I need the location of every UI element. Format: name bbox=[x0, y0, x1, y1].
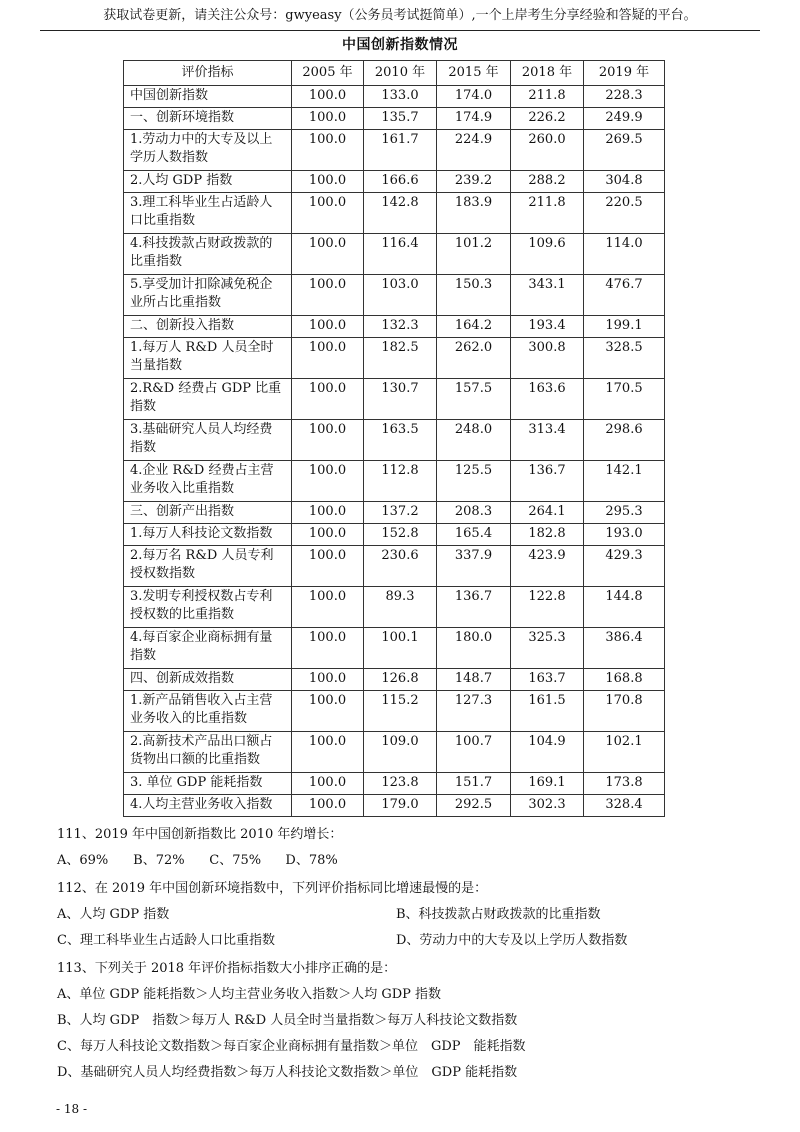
indicator-name: 2.人均 GDP 指数 bbox=[124, 171, 292, 193]
index-value: 166.6 bbox=[364, 171, 437, 193]
column-header: 2019 年 bbox=[584, 61, 665, 86]
table-row bbox=[124, 524, 665, 546]
index-value: 100.0 bbox=[292, 502, 364, 524]
index-value: 104.9 bbox=[511, 732, 584, 773]
index-value: 249.9 bbox=[584, 108, 665, 130]
index-value: 295.3 bbox=[584, 502, 665, 524]
table-row bbox=[124, 628, 665, 669]
table-row bbox=[124, 86, 665, 108]
question-111-options bbox=[57, 849, 357, 868]
index-value: 157.5 bbox=[437, 379, 511, 420]
index-value: 100.7 bbox=[437, 732, 511, 773]
option-c[interactable]: C、每万人科技论文数指数＞每百家企业商标拥有量指数＞单位 GDP 能耗指数 bbox=[57, 1039, 526, 1054]
indicator-name: 一、创新环境指数 bbox=[124, 108, 292, 130]
column-header: 评价指标 bbox=[124, 61, 292, 86]
question-113-stem: 113、下列关于 2018 年评价指标指数大小排序正确的是： bbox=[57, 961, 397, 976]
index-value: 122.8 bbox=[511, 587, 584, 628]
index-value: 136.7 bbox=[437, 587, 511, 628]
column-header: 2018 年 bbox=[511, 61, 584, 86]
index-value: 230.6 bbox=[364, 546, 437, 587]
table-row bbox=[124, 338, 665, 379]
indicator-name: 1.新产品销售收入占主营业务收入的比重指数 bbox=[124, 691, 292, 732]
index-value: 260.0 bbox=[511, 130, 584, 171]
option-b[interactable]: B、72% bbox=[133, 853, 185, 868]
index-value: 114.0 bbox=[584, 234, 665, 275]
index-value: 100.0 bbox=[292, 193, 364, 234]
index-value: 100.1 bbox=[364, 628, 437, 669]
table-row bbox=[124, 669, 665, 691]
index-value: 163.7 bbox=[511, 669, 584, 691]
index-value: 302.3 bbox=[511, 795, 584, 817]
index-value: 423.9 bbox=[511, 546, 584, 587]
index-value: 100.0 bbox=[292, 732, 364, 773]
indicator-name: 三、创新产出指数 bbox=[124, 502, 292, 524]
indicator-name: 5.享受加计扣除减免税企业所占比重指数 bbox=[124, 275, 292, 316]
index-value: 180.0 bbox=[437, 628, 511, 669]
index-value: 182.8 bbox=[511, 524, 584, 546]
index-value: 328.5 bbox=[584, 338, 665, 379]
table-title: 中国创新指数情况 bbox=[342, 37, 458, 53]
index-value: 100.0 bbox=[292, 171, 364, 193]
index-value: 173.8 bbox=[584, 773, 665, 795]
indicator-name: 3.发明专利授权数占专利授权数的比重指数 bbox=[124, 587, 292, 628]
index-value: 100.0 bbox=[292, 130, 364, 171]
index-value: 429.3 bbox=[584, 546, 665, 587]
table-body bbox=[124, 86, 665, 817]
index-value: 269.5 bbox=[584, 130, 665, 171]
index-value: 193.0 bbox=[584, 524, 665, 546]
index-value: 300.8 bbox=[511, 338, 584, 379]
index-value: 136.7 bbox=[511, 461, 584, 502]
indicator-name: 4.人均主营业务收入指数 bbox=[124, 795, 292, 817]
indicator-name: 二、创新投入指数 bbox=[124, 316, 292, 338]
option-a[interactable]: A、单位 GDP 能耗指数＞人均主营业务收入指数＞人均 GDP 指数 bbox=[57, 987, 442, 1002]
index-value: 298.6 bbox=[584, 420, 665, 461]
table-row bbox=[124, 420, 665, 461]
index-value: 220.5 bbox=[584, 193, 665, 234]
index-value: 476.7 bbox=[584, 275, 665, 316]
index-value: 325.3 bbox=[511, 628, 584, 669]
index-value: 100.0 bbox=[292, 669, 364, 691]
indicator-name: 2.高新技术产品出口额占货物出口额的比重指数 bbox=[124, 732, 292, 773]
table-row bbox=[124, 773, 665, 795]
question-112-stem: 112、在 2019 年中国创新环境指数中，下列评价指标同比增速最慢的是： bbox=[57, 881, 488, 896]
index-value: 169.1 bbox=[511, 773, 584, 795]
indicator-name: 3. 单位 GDP 能耗指数 bbox=[124, 773, 292, 795]
index-value: 182.5 bbox=[364, 338, 437, 379]
table-row bbox=[124, 234, 665, 275]
indicator-name: 4.企业 R&D 经费占主营业务收入比重指数 bbox=[124, 461, 292, 502]
option-a[interactable]: A、69% bbox=[57, 853, 109, 868]
index-value: 168.8 bbox=[584, 669, 665, 691]
column-header: 2010 年 bbox=[364, 61, 437, 86]
table-row bbox=[124, 546, 665, 587]
table-row bbox=[124, 795, 665, 817]
index-value: 174.9 bbox=[437, 108, 511, 130]
index-value: 163.5 bbox=[364, 420, 437, 461]
option-c[interactable]: C、理工科毕业生占适龄人口比重指数 bbox=[57, 933, 275, 948]
index-value: 150.3 bbox=[437, 275, 511, 316]
option-d[interactable]: D、劳动力中的大专及以上学历人数指数 bbox=[396, 933, 628, 948]
index-value: 304.8 bbox=[584, 171, 665, 193]
index-value: 100.0 bbox=[292, 316, 364, 338]
option-a[interactable]: A、人均 GDP 指数 bbox=[57, 907, 170, 922]
indicator-name: 2.每万名 R&D 人员专利授权数指数 bbox=[124, 546, 292, 587]
index-value: 100.0 bbox=[292, 691, 364, 732]
table-row bbox=[124, 171, 665, 193]
column-header: 2015 年 bbox=[437, 61, 511, 86]
index-value: 116.4 bbox=[364, 234, 437, 275]
index-value: 151.7 bbox=[437, 773, 511, 795]
index-value: 208.3 bbox=[437, 502, 511, 524]
page-number: - 18 - bbox=[56, 1102, 88, 1116]
index-value: 163.6 bbox=[511, 379, 584, 420]
table-row bbox=[124, 691, 665, 732]
index-value: 328.4 bbox=[584, 795, 665, 817]
table-row bbox=[124, 130, 665, 171]
index-value: 130.7 bbox=[364, 379, 437, 420]
index-value: 100.0 bbox=[292, 379, 364, 420]
table-row bbox=[124, 732, 665, 773]
indicator-name: 1.每万人科技论文数指数 bbox=[124, 524, 292, 546]
indicator-name: 3.理工科毕业生占适龄人口比重指数 bbox=[124, 193, 292, 234]
index-value: 135.7 bbox=[364, 108, 437, 130]
column-header: 2005 年 bbox=[292, 61, 364, 86]
index-value: 137.2 bbox=[364, 502, 437, 524]
index-value: 100.0 bbox=[292, 773, 364, 795]
index-value: 100.0 bbox=[292, 795, 364, 817]
index-value: 239.2 bbox=[437, 171, 511, 193]
table-row bbox=[124, 193, 665, 234]
table-row bbox=[124, 275, 665, 316]
index-value: 211.8 bbox=[511, 86, 584, 108]
index-value: 343.1 bbox=[511, 275, 584, 316]
innovation-index-table bbox=[123, 60, 665, 817]
index-value: 183.9 bbox=[437, 193, 511, 234]
index-value: 103.0 bbox=[364, 275, 437, 316]
index-value: 165.4 bbox=[437, 524, 511, 546]
index-value: 288.2 bbox=[511, 171, 584, 193]
index-value: 100.0 bbox=[292, 461, 364, 502]
option-b[interactable]: B、人均 GDP 指数＞每万人 R&D 人员全时当量指数＞每万人科技论文数指数 bbox=[57, 1013, 518, 1028]
table-row bbox=[124, 502, 665, 524]
table-header-row bbox=[124, 61, 665, 86]
page-header: 获取试卷更新，请关注公众号：gwyeasy（公务员考试挺简单）,一个上岸考生分享经验和答疑的平台。 bbox=[40, 6, 760, 31]
index-value: 109.6 bbox=[511, 234, 584, 275]
indicator-name: 四、创新成效指数 bbox=[124, 669, 292, 691]
index-value: 179.0 bbox=[364, 795, 437, 817]
index-value: 164.2 bbox=[437, 316, 511, 338]
table-row bbox=[124, 379, 665, 420]
index-value: 161.7 bbox=[364, 130, 437, 171]
index-value: 127.3 bbox=[437, 691, 511, 732]
index-value: 115.2 bbox=[364, 691, 437, 732]
index-value: 211.8 bbox=[511, 193, 584, 234]
index-value: 132.3 bbox=[364, 316, 437, 338]
index-value: 199.1 bbox=[584, 316, 665, 338]
table-row bbox=[124, 587, 665, 628]
index-value: 226.2 bbox=[511, 108, 584, 130]
index-value: 292.5 bbox=[437, 795, 511, 817]
index-value: 264.1 bbox=[511, 502, 584, 524]
index-value: 262.0 bbox=[437, 338, 511, 379]
indicator-name: 2.R&D 经费占 GDP 比重指数 bbox=[124, 379, 292, 420]
indicator-name: 1.每万人 R&D 人员全时当量指数 bbox=[124, 338, 292, 379]
option-c[interactable]: C、75% bbox=[209, 853, 262, 868]
index-value: 109.0 bbox=[364, 732, 437, 773]
index-value: 337.9 bbox=[437, 546, 511, 587]
index-value: 152.8 bbox=[364, 524, 437, 546]
index-value: 100.0 bbox=[292, 524, 364, 546]
index-value: 100.0 bbox=[292, 628, 364, 669]
indicator-name: 3.基础研究人员人均经费指数 bbox=[124, 420, 292, 461]
index-value: 100.0 bbox=[292, 338, 364, 379]
index-value: 133.0 bbox=[364, 86, 437, 108]
index-value: 101.2 bbox=[437, 234, 511, 275]
option-d[interactable]: D、78% bbox=[285, 853, 338, 868]
index-value: 89.3 bbox=[364, 587, 437, 628]
index-value: 224.9 bbox=[437, 130, 511, 171]
option-d[interactable]: D、基础研究人员人均经费指数＞每万人科技论文数指数＞单位 GDP 能耗指数 bbox=[57, 1065, 518, 1080]
index-value: 170.5 bbox=[584, 379, 665, 420]
index-value: 174.0 bbox=[437, 86, 511, 108]
indicator-name: 中国创新指数 bbox=[124, 86, 292, 108]
option-b[interactable]: B、科技拨款占财政拨款的比重指数 bbox=[396, 907, 601, 922]
question-111-stem: 111、2019 年中国创新指数比 2010 年约增长： bbox=[57, 827, 343, 842]
indicator-name: 4.每百家企业商标拥有量指数 bbox=[124, 628, 292, 669]
index-value: 386.4 bbox=[584, 628, 665, 669]
index-value: 248.0 bbox=[437, 420, 511, 461]
index-value: 142.1 bbox=[584, 461, 665, 502]
table-row bbox=[124, 461, 665, 502]
indicator-name: 1.劳动力中的大专及以上学历人数指数 bbox=[124, 130, 292, 171]
index-value: 144.8 bbox=[584, 587, 665, 628]
index-value: 125.5 bbox=[437, 461, 511, 502]
index-value: 100.0 bbox=[292, 420, 364, 461]
index-value: 193.4 bbox=[511, 316, 584, 338]
index-value: 313.4 bbox=[511, 420, 584, 461]
index-value: 170.8 bbox=[584, 691, 665, 732]
table-row bbox=[124, 316, 665, 338]
index-value: 100.0 bbox=[292, 234, 364, 275]
index-value: 100.0 bbox=[292, 108, 364, 130]
index-value: 126.8 bbox=[364, 669, 437, 691]
index-value: 112.8 bbox=[364, 461, 437, 502]
index-value: 100.0 bbox=[292, 275, 364, 316]
index-value: 123.8 bbox=[364, 773, 437, 795]
indicator-name: 4.科技拨款占财政拨款的比重指数 bbox=[124, 234, 292, 275]
index-value: 102.1 bbox=[584, 732, 665, 773]
index-value: 228.3 bbox=[584, 86, 665, 108]
table-row bbox=[124, 108, 665, 130]
index-value: 161.5 bbox=[511, 691, 584, 732]
index-value: 142.8 bbox=[364, 193, 437, 234]
index-value: 100.0 bbox=[292, 546, 364, 587]
index-value: 100.0 bbox=[292, 86, 364, 108]
index-value: 100.0 bbox=[292, 587, 364, 628]
index-value: 148.7 bbox=[437, 669, 511, 691]
